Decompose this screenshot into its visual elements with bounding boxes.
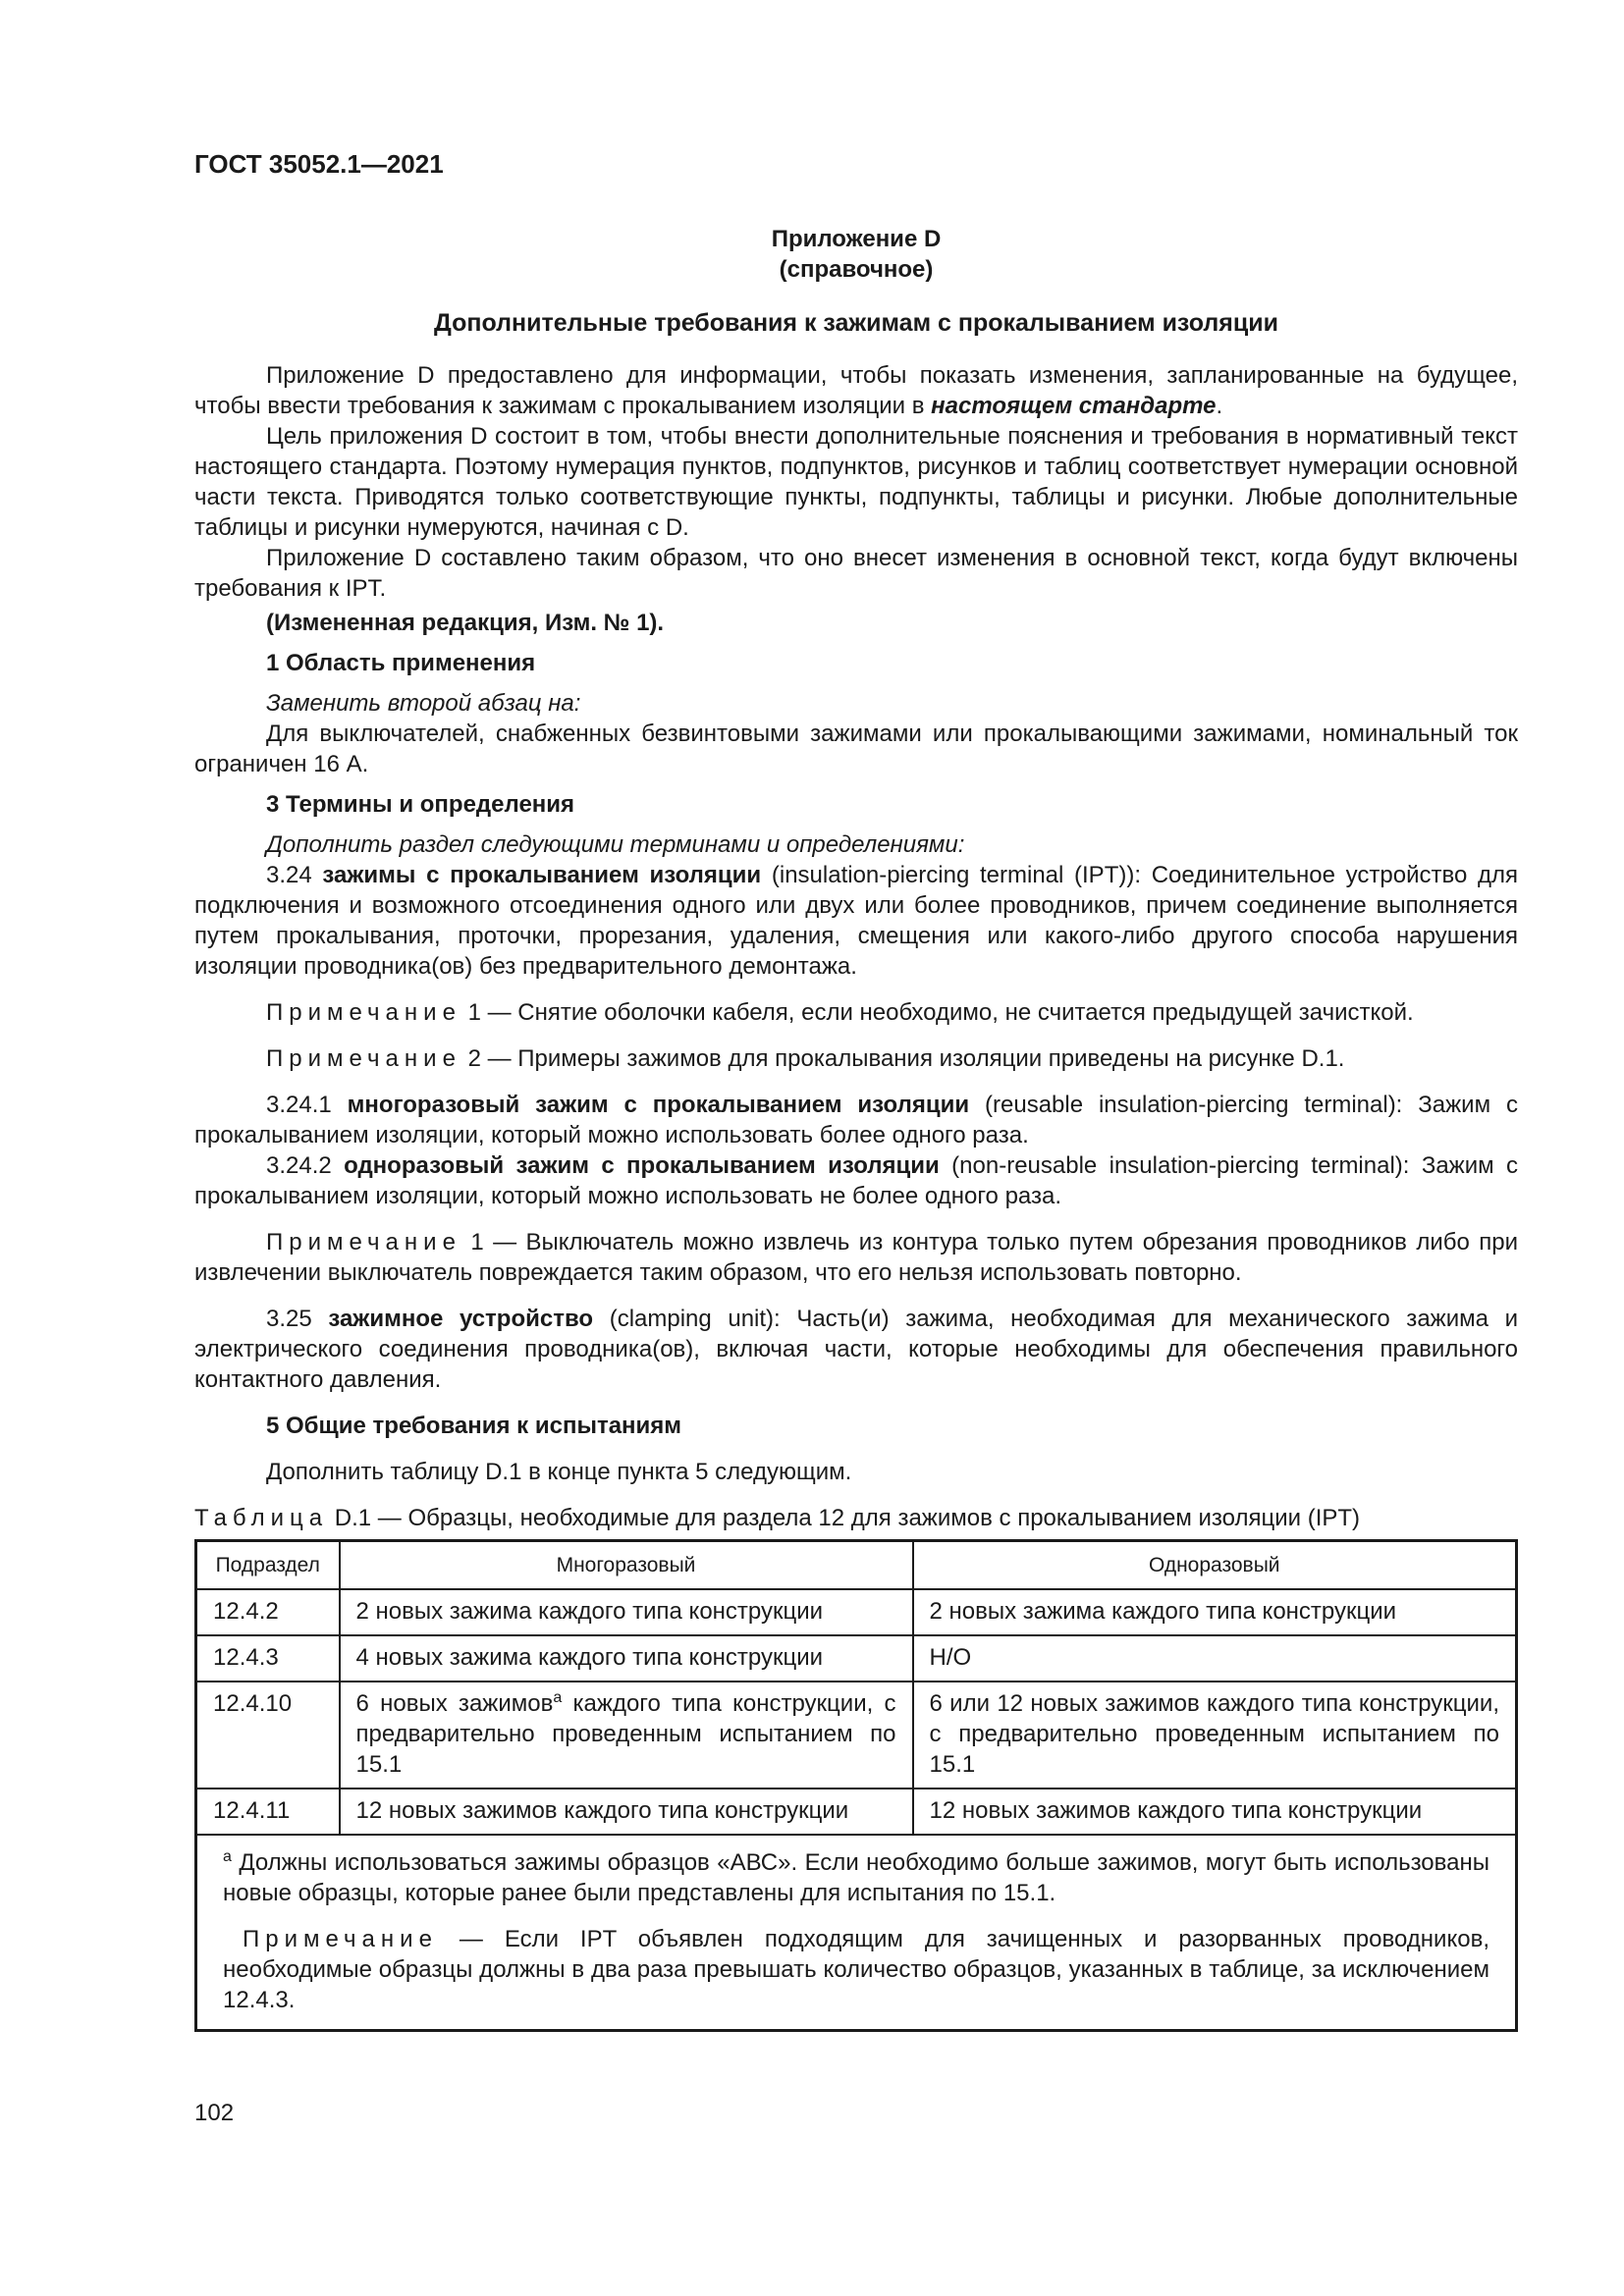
table-footnote: [223, 1847, 1489, 1908]
cell-reusable: 4 новых зажима каждого типа конструкции: [340, 1635, 913, 1682]
standard-header: ГОСТ 35052.1—2021: [194, 149, 444, 179]
intro-paragraph-3: Приложение D составлено таким образом, что оно внесет изменения в основной текст, когда будут включены требования к IPT.: [194, 545, 1518, 602]
section-1-text: Для выключателей, снабженных безвинтовыми зажимами или прокалывающими зажимами, номинальный ток ограничен 16 А.: [194, 721, 1518, 777]
header-non-reusable: Одноразовый: [913, 1541, 1517, 1590]
cell-non-reusable: 2 новых зажима каждого типа конструкции: [913, 1589, 1517, 1635]
table-note: [223, 1924, 1489, 2015]
page-body: [194, 224, 1518, 2032]
term-number: 3.24.2: [266, 1152, 345, 1179]
cell-reusable: 2 новых зажима каждого типа конструкции: [340, 1589, 913, 1635]
cell-text: 6 новых зажимов: [355, 1690, 554, 1717]
term-3-24-1: [194, 1090, 1518, 1150]
note-text: — Если IPT объявлен подходящим для зачищенных и разорванных проводников, необходимые образцы должны в два раза превышать количество образцов, указанных в таблице, за исключением 12.4.3.: [223, 1926, 1489, 2013]
footnote-ref: а: [553, 1689, 563, 1706]
term-definition: (insulation-piercing terminal (IPT)): Соединительное устройство для подключения и возможного отсоединения одного или двух или более проводников, причем соединение выполняется путем прокалывания, проточки, прорезания, удаления, смещения или какого-либо другого способа нарушения изоляции проводника(ов) без предварительного демонтажа.: [194, 862, 1519, 980]
amendment-note: (Измененная редакция, Изм. № 1).: [266, 610, 665, 636]
term-name: зажимное устройство: [328, 1306, 594, 1332]
section-3-instruction: Дополнить раздел следующими терминами и определениями:: [266, 831, 965, 858]
intro-end: .: [1216, 393, 1223, 419]
samples-table: [194, 1539, 1518, 2032]
intro-text: Приложение D предоставлено для информации, чтобы показать изменения, запланированные на будущее, чтобы ввести требования к зажимам с прокалыванием изоляции в: [194, 362, 1518, 419]
cell-non-reusable: 6 или 12 новых зажимов каждого типа конструкции, с предварительно проведенным испытанием по 15.1: [913, 1682, 1517, 1789]
page-number: 102: [194, 2100, 235, 2126]
table-row: [196, 1589, 1517, 1635]
note-3: [194, 1227, 1518, 1288]
intro-paragraph-1: [194, 360, 1518, 421]
header-reusable: Многоразовый: [340, 1541, 913, 1590]
table-caption-word: Таблица: [194, 1505, 329, 1531]
table-row: [196, 1635, 1517, 1682]
cell-non-reusable: 12 новых зажимов каждого типа конструкции: [913, 1789, 1517, 1835]
cell-text: каждого типа конструкции, с предварительно проведенным испытанием по 15.1: [355, 1690, 896, 1778]
note-1: [194, 997, 1518, 1028]
term-number: 3.24.1: [266, 1092, 348, 1118]
term-3-25: [194, 1304, 1518, 1395]
footnote-text: Должны использоваться зажимы образцов «АВС». Если необходимо больше зажимов, могут быть использованы новые образцы, которые ранее были представлены для испытания по 15.1.: [223, 1849, 1489, 1906]
term-3-24-2: [194, 1150, 1518, 1211]
intro-emphasis: настоящем стандарте: [931, 393, 1217, 419]
term-name: одноразовый зажим с прокалыванием изоляции: [344, 1152, 940, 1179]
appendix-heading: Дополнительные требования к зажимам с прокалыванием изоляции: [434, 309, 1278, 337]
table-header-row: [196, 1541, 1517, 1590]
term-number: 3.24: [266, 862, 323, 888]
note-word: Примечание: [266, 1045, 461, 1072]
term-number: 3.25: [266, 1306, 329, 1332]
note-text: 2 — Примеры зажимов для прокалывания изоляции приведены на рисунке D.1.: [460, 1045, 1345, 1072]
cell-subsection: 12.4.11: [196, 1789, 340, 1835]
table-footer: [196, 1835, 1517, 2031]
table-caption: [194, 1503, 1518, 1533]
header-subsection: Подраздел: [196, 1541, 340, 1590]
section-1-title: 1 Область применения: [266, 650, 536, 676]
term-definition: (non-reusable insulation-piercing terminal): Зажим с прокалыванием изоляции, который можно использовать не более одного раза.: [194, 1152, 1518, 1209]
cell-subsection: 12.4.2: [196, 1589, 340, 1635]
cell-reusable: 12 новых зажимов каждого типа конструкции: [340, 1789, 913, 1835]
section-5-title: 5 Общие требования к испытаниям: [266, 1413, 682, 1439]
table-row: [196, 1789, 1517, 1835]
note-word: Примечание: [266, 1229, 461, 1255]
note-word: Примечание: [243, 1926, 438, 1952]
note-text: 1 — Снятие оболочки кабеля, если необходимо, не считается предыдущей зачисткой.: [460, 999, 1414, 1026]
intro-paragraph-2: Цель приложения D состоит в том, чтобы внести дополнительные пояснения и требования в нормативный текст настоящего стандарта. Поэтому нумерация пунктов, подпунктов, рисунков и таблиц соответствует нумерации основной части текста. Приводятся только соответствующие пункты, подпункты, таблицы и рисунки. Любые дополнительные таблицы и рисунки нумеруются, начиная с D.: [194, 423, 1518, 541]
cell-reusable: [340, 1682, 913, 1789]
footnote-mark: а: [223, 1848, 232, 1865]
section-3-title: 3 Термины и определения: [266, 791, 575, 818]
table-footer-row: [196, 1835, 1517, 2031]
note-2: [194, 1043, 1518, 1074]
note-word: Примечание: [266, 999, 461, 1026]
cell-non-reusable: Н/О: [913, 1635, 1517, 1682]
table-row: [196, 1682, 1517, 1789]
table-caption-text: D.1 — Образцы, необходимые для раздела 12 для зажимов с прокалыванием изоляции (IPT): [328, 1505, 1361, 1531]
term-definition: (reusable insulation-piercing terminal): Зажим с прокалыванием изоляции, который можно использовать более одного раза.: [194, 1092, 1518, 1148]
section-5-text: Дополнить таблицу D.1 в конце пункта 5 следующим.: [266, 1459, 852, 1485]
section-1-instruction: Заменить второй абзац на:: [266, 690, 581, 717]
cell-subsection: 12.4.3: [196, 1635, 340, 1682]
note-text: 1 — Выключатель можно извлечь из контура только путем обрезания проводников либо при извлечении выключатель повреждается таким образом, что его нельзя использовать повторно.: [194, 1229, 1518, 1286]
appendix-title: Приложение D: [771, 226, 942, 252]
appendix-kind: (справочное): [779, 256, 934, 283]
term-definition: (clamping unit): Часть(и) зажима, необходимая для механического зажима и электрического соединения проводника(ов), включая части, которые необходимы для обеспечения правильного контактного давления.: [194, 1306, 1518, 1393]
cell-subsection: 12.4.10: [196, 1682, 340, 1789]
term-name: зажимы с прокалыванием изоляции: [322, 862, 762, 888]
term-3-24: [194, 860, 1518, 982]
term-name: многоразовый зажим с прокалыванием изоляции: [347, 1092, 970, 1118]
